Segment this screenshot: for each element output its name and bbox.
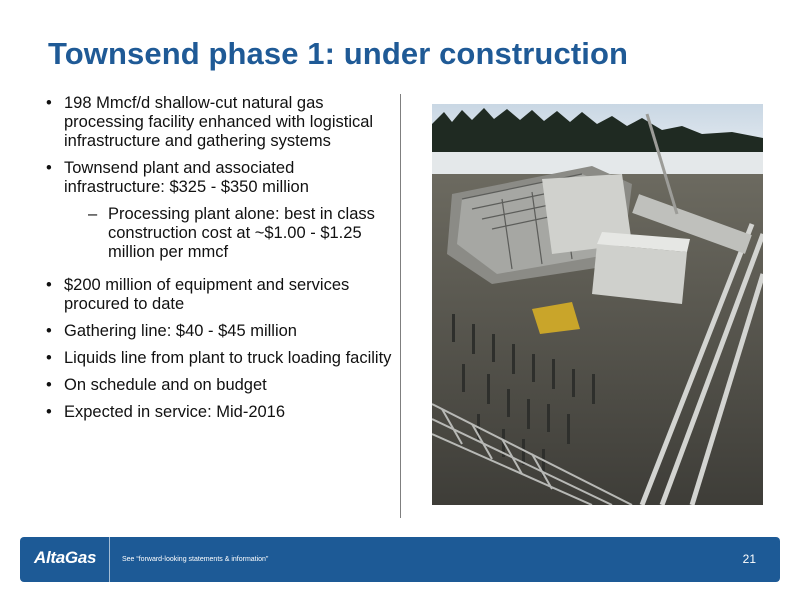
bullet-item <box>44 349 394 368</box>
bullet-dot: • <box>46 349 52 367</box>
bullet-dot: • <box>46 322 52 340</box>
sub-bullet-text: Processing plant alone: best in class construction cost at ~$1.00 - $1.25 million per mmcf <box>108 205 375 261</box>
bullet-dot: • <box>46 403 52 421</box>
bullet-item <box>44 94 394 151</box>
bullet-text: Expected in service: Mid-2016 <box>64 403 286 421</box>
bullet-dot: • <box>46 159 52 177</box>
slide-title: Townsend phase 1: under construction <box>48 36 629 71</box>
sub-bullet-dash: – <box>88 205 98 223</box>
altagas-logo: AltaGas <box>34 548 97 567</box>
bullet-dot: • <box>46 94 52 112</box>
bullet-list <box>44 94 394 430</box>
bullet-text: 198 Mmcf/d shallow-cut natural gas processing facility enhanced with logistical infrastructure and gathering systems <box>64 94 374 150</box>
forward-looking-note: See “forward-looking statements & information” <box>122 556 269 563</box>
bullet-text: Townsend plant and associated infrastructure: $325 - $350 million <box>64 159 309 196</box>
construction-site-photo <box>432 104 763 505</box>
bullet-dot: • <box>46 276 52 294</box>
column-divider <box>400 94 401 518</box>
footer-bar <box>20 537 780 582</box>
bullet-text: $200 million of equipment and services procured to date <box>64 276 350 313</box>
bullet-dot: • <box>46 376 52 394</box>
bullet-item <box>44 376 394 395</box>
bullet-item <box>44 276 394 314</box>
bullet-text: On schedule and on budget <box>64 376 267 394</box>
bullet-text: Gathering line: $40 - $45 million <box>64 322 297 340</box>
bullet-text: Liquids line from plant to truck loading facility <box>64 349 392 367</box>
footer-divider <box>109 537 110 582</box>
bullet-item <box>44 322 394 341</box>
bullet-item <box>44 159 394 197</box>
sub-bullet-item <box>44 205 394 262</box>
bullet-item <box>44 403 394 422</box>
page-number: 21 <box>742 552 756 566</box>
